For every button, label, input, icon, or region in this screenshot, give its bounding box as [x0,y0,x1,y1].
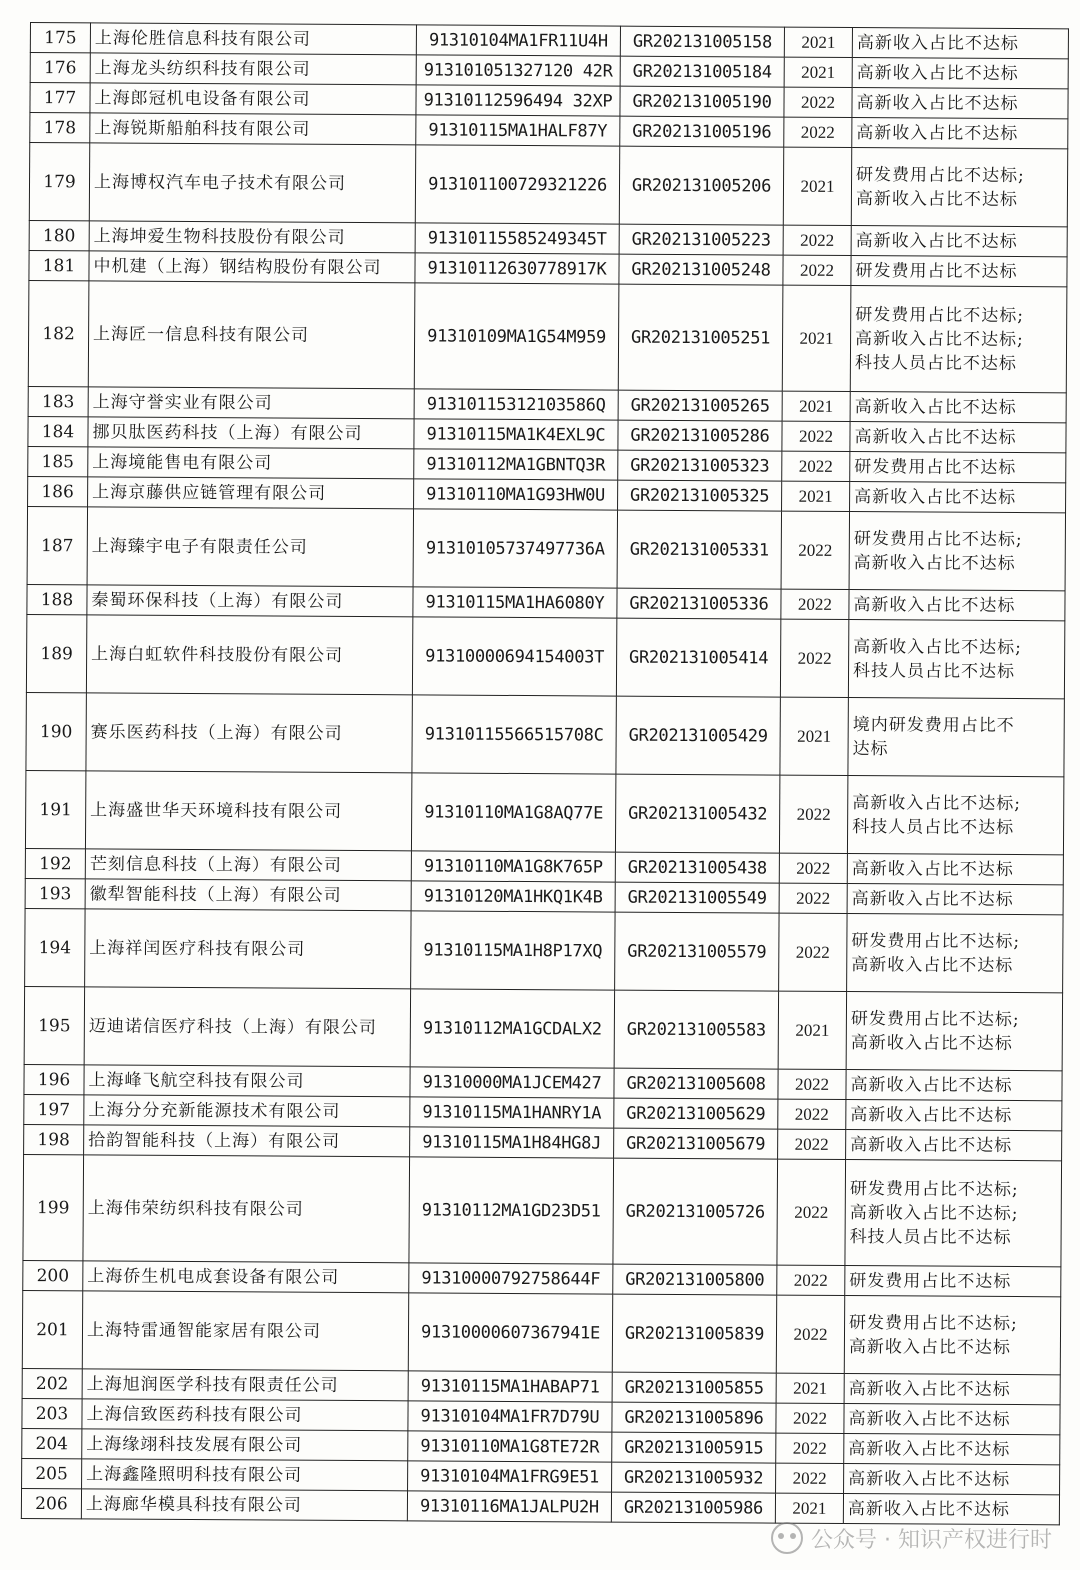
year: 2022 [777,1265,845,1295]
company-name: 徽犁智能科技（上海）有限公司 [85,879,411,911]
row-number: 205 [22,1458,82,1488]
company-name: 上海白虹软件科技股份有限公司 [86,615,412,695]
company-name: 芒刻信息科技（上海）有限公司 [85,849,411,881]
credit-code: 91310115312103586Q [414,389,618,420]
reason-line: 高新收入占比不达标 [855,188,1018,210]
credit-code: 91310120MA1HKQ1K4B [411,881,615,912]
row-number: 202 [22,1368,82,1398]
certificate-number: GR202131005248 [619,254,783,285]
certificate-number: GR202131005251 [618,284,783,391]
reason-cell [847,854,1063,885]
credit-code: 91310116MA1JALPU2H [407,1491,611,1522]
credit-code: 91310112596494 32XP [416,85,620,116]
reason-line: 境内研发费用占比不 [852,714,1015,736]
reason-line: 高新收入占比不达标 [856,62,1019,84]
credit-code: 91310000607367941E [408,1293,612,1372]
row-number: 187 [27,506,87,584]
reason-cell [852,118,1068,149]
company-name: 上海伦胜信息科技有限公司 [90,23,416,55]
row-number: 183 [28,386,88,416]
reason-cell [844,1433,1060,1464]
year: 2021 [784,27,852,57]
reason-cell [850,452,1066,483]
reason-cell [849,590,1065,621]
company-name: 上海郎冠机电设备有限公司 [90,83,416,115]
reason-line: 高新收入占比不达标 [854,426,1017,448]
certificate-number: GR202131005438 [615,852,779,883]
credit-code: 91310109MA1G54M959 [414,283,619,390]
reason-cell [851,148,1067,227]
company-name: 上海境能售电有限公司 [88,447,414,479]
reason-cell [850,392,1066,423]
reason-line: 高新收入占比不达标 [856,92,1019,114]
reason-cell [850,286,1067,393]
company-name: 上海鑫隆照明科技有限公司 [82,1459,408,1491]
reason-cell [852,88,1068,119]
table-row [26,614,1064,698]
credit-code: 91310110MA1G8TE72R [408,1431,612,1462]
year: 2022 [776,1463,844,1493]
reason-cell [851,256,1067,287]
year: 2022 [784,117,852,147]
year: 2021 [776,1373,844,1403]
year: 2022 [778,1069,846,1099]
reason-cell [850,422,1066,453]
table-row [23,1154,1062,1266]
company-name: 上海侨生机电成套设备有限公司 [83,1261,409,1293]
reason-line: 高新收入占比不达标 [848,1438,1011,1460]
row-number: 197 [24,1094,84,1124]
certificate-number: GR202131005325 [618,480,782,511]
row-number: 177 [30,83,90,113]
reason-cell [846,1130,1062,1161]
reason-cell [851,226,1067,257]
company-name: 上海臻宇电子有限责任公司 [87,507,413,587]
row-number: 180 [29,220,89,250]
year: 2022 [781,511,849,589]
reason-cell [846,1100,1062,1131]
reason-cell [847,776,1063,855]
certificate-number: GR202131005414 [616,618,780,697]
certificate-number: GR202131005429 [616,696,780,775]
reason-line: 高新收入占比不达标 [851,888,1014,910]
reason-cell [845,1160,1062,1267]
year: 2022 [782,421,850,451]
reason-cell [843,1493,1059,1524]
credit-code: 91310115585249345T [415,223,619,254]
reason-line: 高新收入占比不达标 [853,594,1016,616]
certificate-number: GR202131005608 [614,1068,778,1099]
reason-line: 研发费用占比不达标 [855,260,1018,282]
reason-line: 高新收入占比不达标 [850,1032,1013,1054]
row-number: 179 [29,143,89,221]
company-name: 拾韵智能科技（上海）有限公司 [84,1125,410,1157]
reason-line: 高新收入占比不达标 [848,1336,1011,1358]
certificate-number: GR202131005158 [620,26,784,57]
year: 2022 [776,1295,844,1373]
credit-code: 91310115MA1H8P17XQ [411,911,615,990]
credit-code: 91310000MA1JCEM427 [410,1067,614,1098]
reason-cell [844,1373,1060,1404]
row-number: 178 [30,113,90,143]
row-number: 188 [27,584,87,614]
company-name: 上海博权汽车电子技术有限公司 [89,143,415,223]
certificate-number: GR202131005323 [618,450,782,481]
reason-line: 高新收入占比不达标 [848,1378,1011,1400]
year: 2021 [778,991,846,1069]
credit-code: 91310000792758644F [409,1263,613,1294]
row-number: 186 [28,476,88,506]
certificate-number: GR202131005629 [614,1098,778,1129]
reason-cell [849,512,1065,591]
certificate-number: GR202131005855 [612,1372,776,1403]
credit-code: 91310115MA1HALF87Y [416,115,620,146]
certificate-number: GR202131005549 [615,882,779,913]
reason-line: 科技人员占比不达标 [849,1226,1012,1248]
company-name: 中机建（上海）钢结构股份有限公司 [89,251,415,283]
certificate-number: GR202131005679 [614,1128,778,1159]
company-name: 上海分分充新能源技术有限公司 [84,1095,410,1127]
revocation-table [21,22,1069,1525]
reason-line: 高新收入占比不达标 [850,1074,1013,1096]
reason-line: 科技人员占比不达标 [852,816,1015,838]
row-number: 196 [24,1064,84,1094]
year: 2022 [778,1099,846,1129]
company-name: 上海旭润医学科技有限责任公司 [82,1369,408,1401]
company-name: 上海盛世华天环境科技有限公司 [85,771,411,851]
certificate-number: GR202131005579 [615,912,779,991]
watermark [771,1522,1052,1554]
table-row [21,1488,1059,1524]
year: 2021 [780,697,848,775]
credit-code: 91310112630778917K [415,253,619,284]
certificate-number: GR202131005583 [614,990,778,1069]
row-number: 182 [28,280,89,386]
row-number: 190 [26,692,86,770]
reason-cell [847,914,1063,993]
reason-cell [848,620,1064,699]
year: 2022 [779,883,847,913]
certificate-number: GR202131005915 [612,1432,776,1463]
row-number: 200 [23,1260,83,1290]
credit-code: 913101100729321226 [415,145,619,224]
year: 2021 [782,481,850,511]
year: 2021 [775,1493,843,1523]
credit-code: 91310104MA1FR11U4H [416,25,620,56]
credit-code: 91310105737497736A [413,509,617,588]
credit-code: 91310115566515708C [412,695,616,774]
year: 2022 [784,87,852,117]
reason-line: 科技人员占比不达标 [854,352,1017,374]
row-number: 192 [25,848,85,878]
row-number: 198 [24,1124,84,1154]
table-row [24,986,1062,1070]
reason-line: 高新收入占比不达标 [851,858,1014,880]
reason-line: 高新收入占比不达标 [856,122,1019,144]
company-name: 挪贝肽医药科技（上海）有限公司 [88,417,414,449]
reason-cell [846,1070,1062,1101]
credit-code: 91310000694154003T [412,617,616,696]
reason-line: 达标 [852,738,889,759]
credit-code: 91310115MA1H84HG8J [410,1127,614,1158]
certificate-number: GR202131005932 [612,1462,776,1493]
reason-cell [850,482,1066,513]
reason-line: 研发费用占比不达标; [850,1008,1020,1030]
company-name: 上海坤爱生物科技股份有限公司 [89,221,415,253]
reason-cell [852,28,1068,59]
reason-cell [846,992,1062,1071]
year: 2021 [784,57,852,87]
certificate-number: GR202131005265 [618,390,782,421]
row-number: 191 [25,770,85,848]
year: 2022 [778,1129,846,1159]
year: 2022 [780,619,848,697]
reason-line: 研发费用占比不达标; [853,528,1023,550]
reason-line: 高新收入占比不达标 [855,230,1018,252]
company-name: 上海特雷通智能家居有限公司 [82,1291,408,1371]
reason-line: 高新收入占比不达标 [848,1408,1011,1430]
table-row [25,770,1063,854]
company-name: 上海龙头纺织科技有限公司 [90,53,416,85]
company-name: 上海伟荣纺织科技有限公司 [83,1155,410,1263]
reason-line: 高新收入占比不达标 [850,1134,1013,1156]
credit-code: 91310115MA1K4EXL9C [414,419,618,450]
reason-line: 研发费用占比不达标; [856,164,1025,186]
certificate-number: GR202131005839 [612,1294,776,1373]
reason-cell [844,1296,1060,1375]
row-number: 203 [22,1398,82,1428]
year: 2022 [776,1403,844,1433]
reason-line: 高新收入占比不达标 [854,396,1017,418]
certificate-number: GR202131005726 [613,1158,778,1265]
table-row [25,908,1063,992]
certificate-number: GR202131005223 [619,224,783,255]
reason-line: 研发费用占比不达标; [849,1178,1019,1200]
certificate-number: GR202131005331 [617,510,781,589]
row-number: 185 [28,446,88,476]
year: 2022 [776,1433,844,1463]
reason-line: 高新收入占比不达标 [854,486,1017,508]
reason-line: 研发费用占比不达标; [851,930,1021,952]
certificate-number: GR202131005432 [615,774,779,853]
table-row [27,506,1065,590]
wechat-icon [771,1522,803,1554]
year: 2022 [782,451,850,481]
year: 2022 [779,913,847,991]
company-name: 上海峰飞航空科技有限公司 [84,1065,410,1097]
reason-line: 高新收入占比不达标 [848,1468,1011,1490]
reason-line: 高新收入占比不达标; [852,792,1022,814]
company-name: 赛乐医药科技（上海）有限公司 [86,693,412,773]
reason-line: 高新收入占比不达标; [855,328,1024,350]
credit-code: 913101051327120 42R [416,55,620,86]
certificate-number: GR202131005336 [617,588,781,619]
credit-code: 91310110MA1G93HW0U [414,479,618,510]
credit-code: 91310112MA1GCDALX2 [410,989,614,1068]
year: 2022 [783,255,851,285]
reason-cell [848,698,1064,777]
certificate-number: GR202131005896 [612,1402,776,1433]
row-number: 206 [21,1488,81,1518]
credit-code: 91310115MA1HA6080Y [413,587,617,618]
year: 2022 [779,775,847,853]
credit-code: 91310110MA1G8AQ77E [411,773,615,852]
year: 2021 [782,285,851,391]
credit-code: 91310104MA1FR7D79U [408,1401,612,1432]
row-number: 204 [22,1428,82,1458]
reason-line: 高新收入占比不达标 [850,1104,1013,1126]
year: 2022 [783,225,851,255]
year: 2022 [779,853,847,883]
table-row [26,692,1064,776]
certificate-number: GR202131005286 [618,420,782,451]
credit-code: 91310115MA1HANRY1A [410,1097,614,1128]
year: 2022 [777,1159,846,1265]
reason-cell [844,1463,1060,1494]
reason-line: 高新收入占比不达标; [849,1202,1019,1224]
row-number: 184 [28,416,88,446]
table-row [28,280,1067,392]
reason-line: 研发费用占比不达标; [855,304,1025,326]
certificate-number: GR202131005986 [611,1492,775,1523]
reason-line: 研发费用占比不达标 [849,1270,1012,1292]
company-name: 上海匠一信息科技有限公司 [88,281,415,389]
credit-code: 91310112MA1GD23D51 [409,1157,614,1264]
reason-cell [844,1403,1060,1434]
company-name: 上海廊华模具科技有限公司 [81,1489,407,1521]
row-number: 201 [22,1290,82,1368]
certificate-number: GR202131005184 [620,56,784,87]
row-number: 194 [25,908,85,986]
table-row [22,1290,1060,1374]
company-name: 上海京藤供应链管理有限公司 [88,477,414,509]
reason-cell [847,884,1063,915]
company-name: 上海祥闰医疗科技有限公司 [85,909,411,989]
reason-line: 高新收入占比不达标; [853,636,1022,658]
row-number: 176 [30,53,90,83]
credit-code: 91310112MA1GBNTQ3R [414,449,618,480]
company-name: 上海守誉实业有限公司 [88,387,414,419]
reason-line: 高新收入占比不达标 [853,552,1016,574]
reason-line: 高新收入占比不达标 [856,32,1019,54]
company-name: 秦蜀环保科技（上海）有限公司 [87,585,413,617]
credit-code: 91310104MA1FRG9E51 [408,1461,612,1492]
row-number: 175 [30,23,90,53]
year: 2021 [782,391,850,421]
reason-line: 科技人员占比不达标 [852,660,1016,682]
row-number: 199 [23,1154,84,1260]
company-name: 上海缘翊科技发展有限公司 [82,1429,408,1461]
credit-code: 91310115MA1HABAP71 [408,1371,612,1402]
reason-line: 高新收入占比不达标 [851,954,1014,976]
reason-cell [845,1266,1061,1297]
certificate-number: GR202131005190 [620,86,784,117]
reason-line: 研发费用占比不达标 [854,456,1017,478]
row-number: 189 [26,614,86,692]
watermark-text: 公众号 · 知识产权进行时 [811,1527,1052,1553]
certificate-number: GR202131005206 [619,146,783,225]
table-row [29,143,1067,227]
certificate-number: GR202131005196 [620,116,784,147]
company-name: 上海锐斯船舶科技有限公司 [90,113,416,145]
credit-code: 91310110MA1G8K765P [411,851,615,882]
certificate-number: GR202131005800 [613,1264,777,1295]
table-body [21,23,1068,1525]
reason-line: 研发费用占比不达标; [849,1312,1018,1334]
row-number: 181 [29,250,89,280]
company-name: 迈迪诺信医疗科技（上海）有限公司 [84,987,410,1067]
reason-line: 高新收入占比不达标 [847,1498,1010,1520]
year: 2022 [781,589,849,619]
company-name: 上海信致医药科技有限公司 [82,1399,408,1431]
row-number: 195 [24,986,84,1064]
year: 2021 [783,147,851,225]
row-number: 193 [25,878,85,908]
reason-cell [852,58,1068,89]
